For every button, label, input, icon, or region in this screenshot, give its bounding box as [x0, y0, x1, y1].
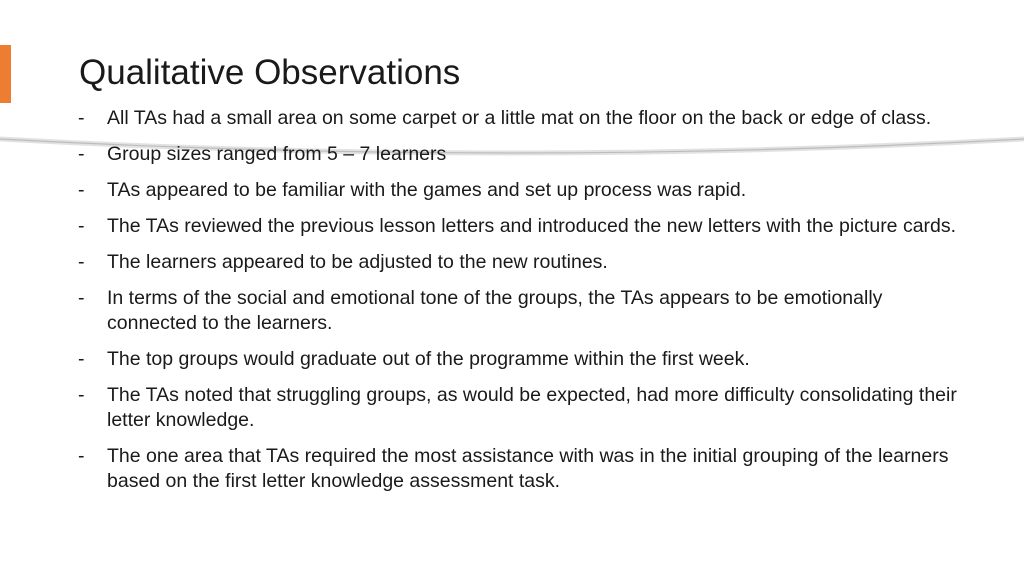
bullet-text: The TAs noted that struggling groups, as would be expected, had more difficulty consolidating their letter knowledge.: [107, 384, 957, 431]
bullet-marker: -: [78, 384, 85, 406]
bullet-marker: -: [78, 215, 85, 237]
bullet-item: [78, 178, 958, 203]
bullet-text: The top groups would graduate out of the programme within the first week.: [107, 348, 750, 370]
accent-bar: [0, 45, 11, 103]
bullet-list: [78, 106, 958, 505]
bullet-marker: -: [78, 348, 85, 370]
bullet-marker: -: [78, 287, 85, 309]
bullet-text: In terms of the social and emotional tone of the groups, the TAs appears to be emotionally connected to the learners.: [107, 287, 883, 334]
bullet-marker: -: [78, 251, 85, 273]
bullet-text: The one area that TAs required the most assistance with was in the initial grouping of the learners based on the first letter knowledge assessment task.: [107, 445, 949, 492]
bullet-text: Group sizes ranged from 5 – 7 learners: [107, 143, 447, 165]
bullet-text: The learners appeared to be adjusted to the new routines.: [107, 251, 608, 273]
bullet-text: The TAs reviewed the previous lesson letters and introduced the new letters with the picture cards.: [107, 215, 957, 237]
bullet-item: [78, 142, 958, 167]
bullet-marker: -: [78, 107, 85, 129]
bullet-item: [78, 250, 958, 275]
slide-title: Qualitative Observations: [79, 53, 461, 92]
bullet-item: [78, 214, 958, 239]
bullet-item: [78, 106, 958, 131]
bullet-item: [78, 383, 958, 433]
bullet-text: TAs appeared to be familiar with the games and set up process was rapid.: [107, 179, 747, 201]
bullet-marker: -: [78, 179, 85, 201]
bullet-item: [78, 444, 958, 494]
bullet-text: All TAs had a small area on some carpet or a little mat on the floor on the back or edge of class.: [107, 107, 932, 129]
bullet-item: [78, 286, 958, 336]
bullet-marker: -: [78, 445, 85, 467]
bullet-item: [78, 347, 958, 372]
bullet-marker: -: [78, 143, 85, 165]
